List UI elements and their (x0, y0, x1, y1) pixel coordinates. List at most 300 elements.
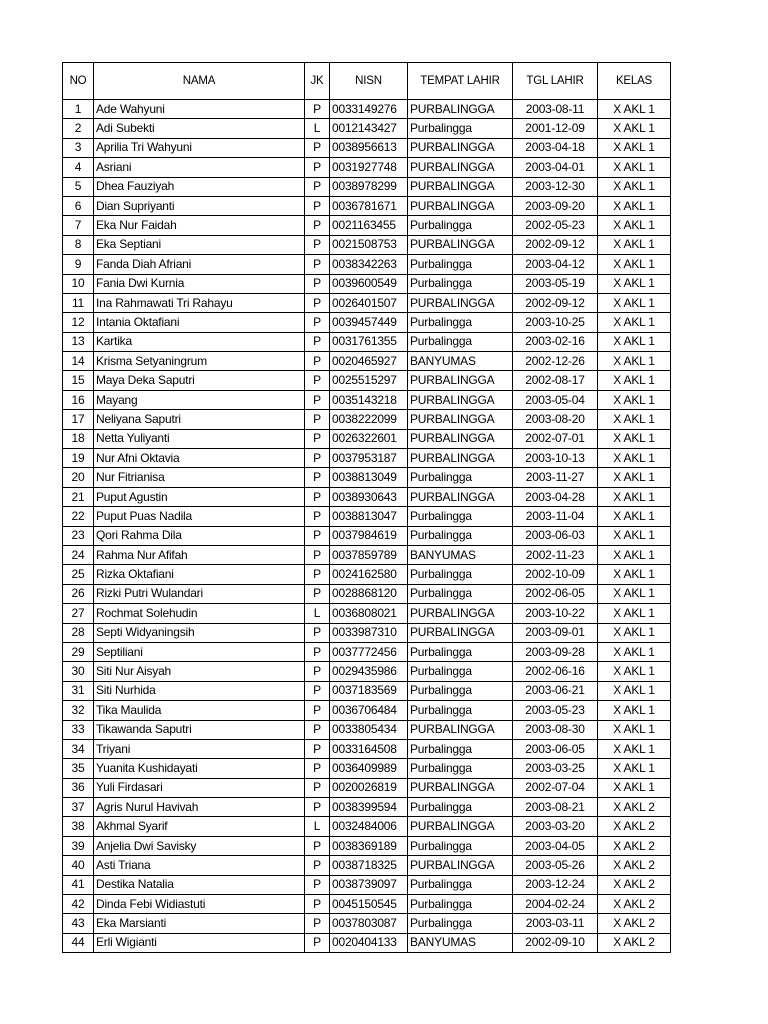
table-row (63, 739, 671, 758)
cell-kelas: X AKL 1 (598, 526, 671, 545)
table-row (63, 507, 671, 526)
cell-tgl-lahir: 2003-09-28 (513, 642, 598, 661)
cell-nisn: 0038956613 (330, 138, 408, 157)
cell-jk: P (305, 177, 330, 196)
cell-tempat-lahir: PURBALINGGA (408, 100, 513, 119)
cell-tempat-lahir: PURBALINGGA (408, 235, 513, 254)
cell-tempat-lahir: Purbalingga (408, 468, 513, 487)
cell-nisn: 0037772456 (330, 642, 408, 661)
cell-no: 43 (63, 914, 94, 933)
cell-no: 26 (63, 584, 94, 603)
cell-tgl-lahir: 2002-07-04 (513, 778, 598, 797)
cell-tempat-lahir: BANYUMAS (408, 352, 513, 371)
cell-jk: P (305, 274, 330, 293)
cell-nama: Adi Subekti (94, 119, 305, 138)
table-row (63, 584, 671, 603)
table-row (63, 216, 671, 235)
cell-tgl-lahir: 2004-02-24 (513, 895, 598, 914)
cell-jk: P (305, 216, 330, 235)
cell-jk: P (305, 565, 330, 584)
cell-no: 16 (63, 390, 94, 409)
table-row (63, 352, 671, 371)
cell-no: 8 (63, 235, 94, 254)
cell-tgl-lahir: 2003-06-03 (513, 526, 598, 545)
table-row (63, 798, 671, 817)
cell-nisn: 0037183569 (330, 681, 408, 700)
cell-kelas: X AKL 1 (598, 739, 671, 758)
cell-nisn: 0038739097 (330, 875, 408, 894)
header-row (63, 63, 671, 100)
cell-no: 35 (63, 759, 94, 778)
table-row (63, 681, 671, 700)
table-row (63, 817, 671, 836)
cell-tgl-lahir: 2003-10-22 (513, 604, 598, 623)
cell-nama: Aprilia Tri Wahyuni (94, 138, 305, 157)
cell-nama: Siti Nurhida (94, 681, 305, 700)
header-nisn: NISN (330, 63, 408, 100)
cell-nisn: 0031761355 (330, 332, 408, 351)
cell-tgl-lahir: 2003-12-24 (513, 875, 598, 894)
cell-nisn: 0021163455 (330, 216, 408, 235)
cell-kelas: X AKL 1 (598, 565, 671, 584)
cell-nama: Triyani (94, 739, 305, 758)
cell-nisn: 0036808021 (330, 604, 408, 623)
cell-jk: P (305, 701, 330, 720)
table-row (63, 565, 671, 584)
table-row (63, 720, 671, 739)
cell-tempat-lahir: PURBALINGGA (408, 856, 513, 875)
cell-jk: L (305, 119, 330, 138)
table-body (63, 100, 671, 953)
table-row (63, 701, 671, 720)
table-row (63, 235, 671, 254)
cell-nama: Rahma Nur Afifah (94, 545, 305, 564)
cell-nisn: 0045150545 (330, 895, 408, 914)
cell-jk: P (305, 875, 330, 894)
cell-no: 2 (63, 119, 94, 138)
cell-no: 14 (63, 352, 94, 371)
cell-jk: P (305, 390, 330, 409)
cell-nama: Maya Deka Saputri (94, 371, 305, 390)
cell-tempat-lahir: Purbalingga (408, 255, 513, 274)
table-row (63, 255, 671, 274)
cell-nisn: 0038369189 (330, 836, 408, 855)
cell-tempat-lahir: Purbalingga (408, 739, 513, 758)
cell-no: 5 (63, 177, 94, 196)
cell-nisn: 0037953187 (330, 449, 408, 468)
table-row (63, 914, 671, 933)
cell-jk: P (305, 662, 330, 681)
cell-no: 21 (63, 487, 94, 506)
header-jk: JK (305, 63, 330, 100)
cell-kelas: X AKL 1 (598, 100, 671, 119)
cell-tgl-lahir: 2002-06-05 (513, 584, 598, 603)
cell-no: 40 (63, 856, 94, 875)
cell-no: 33 (63, 720, 94, 739)
cell-jk: P (305, 332, 330, 351)
cell-nama: Fanda Diah Afriani (94, 255, 305, 274)
cell-tempat-lahir: Purbalingga (408, 565, 513, 584)
cell-no: 3 (63, 138, 94, 157)
table-row (63, 274, 671, 293)
cell-tempat-lahir: Purbalingga (408, 681, 513, 700)
table-row (63, 604, 671, 623)
cell-nisn: 0020404133 (330, 933, 408, 952)
cell-tgl-lahir: 2003-06-05 (513, 739, 598, 758)
table-row (63, 759, 671, 778)
cell-tgl-lahir: 2002-08-17 (513, 371, 598, 390)
cell-jk: P (305, 468, 330, 487)
cell-kelas: X AKL 1 (598, 371, 671, 390)
header-no: NO (63, 63, 94, 100)
table-row (63, 856, 671, 875)
cell-kelas: X AKL 1 (598, 759, 671, 778)
cell-kelas: X AKL 1 (598, 352, 671, 371)
cell-nisn: 0038399594 (330, 798, 408, 817)
cell-jk: P (305, 138, 330, 157)
cell-nama: Dian Supriyanti (94, 196, 305, 215)
cell-tgl-lahir: 2002-11-23 (513, 545, 598, 564)
cell-jk: P (305, 158, 330, 177)
cell-jk: P (305, 681, 330, 700)
cell-no: 11 (63, 293, 94, 312)
cell-tempat-lahir: PURBALINGGA (408, 817, 513, 836)
cell-tgl-lahir: 2003-04-01 (513, 158, 598, 177)
cell-tempat-lahir: PURBALINGGA (408, 720, 513, 739)
cell-tempat-lahir: PURBALINGGA (408, 371, 513, 390)
cell-nisn: 0020465927 (330, 352, 408, 371)
cell-kelas: X AKL 2 (598, 798, 671, 817)
cell-nama: Ade Wahyuni (94, 100, 305, 119)
table-row (63, 468, 671, 487)
cell-kelas: X AKL 1 (598, 507, 671, 526)
cell-kelas: X AKL 1 (598, 196, 671, 215)
cell-tgl-lahir: 2003-04-28 (513, 487, 598, 506)
cell-tgl-lahir: 2002-09-10 (513, 933, 598, 952)
cell-tgl-lahir: 2003-05-26 (513, 856, 598, 875)
cell-no: 27 (63, 604, 94, 623)
cell-tempat-lahir: Purbalingga (408, 313, 513, 332)
cell-tempat-lahir: Purbalingga (408, 798, 513, 817)
cell-jk: P (305, 352, 330, 371)
cell-kelas: X AKL 1 (598, 293, 671, 312)
cell-kelas: X AKL 1 (598, 720, 671, 739)
cell-jk: P (305, 759, 330, 778)
cell-tgl-lahir: 2003-12-30 (513, 177, 598, 196)
cell-kelas: X AKL 1 (598, 604, 671, 623)
cell-nisn: 0029435986 (330, 662, 408, 681)
cell-nama: Asriani (94, 158, 305, 177)
cell-nama: Intania Oktafiani (94, 313, 305, 332)
cell-tgl-lahir: 2003-05-19 (513, 274, 598, 293)
cell-no: 28 (63, 623, 94, 642)
cell-kelas: X AKL 1 (598, 662, 671, 681)
cell-jk: P (305, 100, 330, 119)
cell-no: 41 (63, 875, 94, 894)
cell-kelas: X AKL 1 (598, 313, 671, 332)
cell-tempat-lahir: Purbalingga (408, 216, 513, 235)
cell-no: 10 (63, 274, 94, 293)
cell-nisn: 0039457449 (330, 313, 408, 332)
cell-no: 37 (63, 798, 94, 817)
cell-tempat-lahir: PURBALINGGA (408, 449, 513, 468)
cell-no: 38 (63, 817, 94, 836)
cell-tgl-lahir: 2003-04-05 (513, 836, 598, 855)
table-row (63, 662, 671, 681)
cell-jk: P (305, 836, 330, 855)
table-row (63, 313, 671, 332)
cell-no: 30 (63, 662, 94, 681)
cell-nama: Dhea Fauziyah (94, 177, 305, 196)
cell-jk: P (305, 429, 330, 448)
cell-nama: Krisma Setyaningrum (94, 352, 305, 371)
cell-nama: Akhmal Syarif (94, 817, 305, 836)
cell-no: 42 (63, 895, 94, 914)
header-tempat-lahir: TEMPAT LAHIR (408, 63, 513, 100)
cell-nisn: 0025515297 (330, 371, 408, 390)
cell-jk: P (305, 526, 330, 545)
cell-tempat-lahir: BANYUMAS (408, 933, 513, 952)
cell-nama: Ina Rahmawati Tri Rahayu (94, 293, 305, 312)
cell-nisn: 0032484006 (330, 817, 408, 836)
cell-nisn: 0039600549 (330, 274, 408, 293)
cell-tempat-lahir: PURBALINGGA (408, 138, 513, 157)
cell-nama: Nur Afni Oktavia (94, 449, 305, 468)
cell-nama: Septi Widyaningsih (94, 623, 305, 642)
cell-no: 34 (63, 739, 94, 758)
cell-nama: Nur Fitrianisa (94, 468, 305, 487)
cell-nisn: 0033987310 (330, 623, 408, 642)
cell-jk: P (305, 739, 330, 758)
cell-tgl-lahir: 2003-04-18 (513, 138, 598, 157)
header-nama: NAMA (94, 63, 305, 100)
cell-tempat-lahir: PURBALINGGA (408, 604, 513, 623)
cell-kelas: X AKL 2 (598, 875, 671, 894)
cell-nisn: 0031927748 (330, 158, 408, 177)
cell-tgl-lahir: 2002-06-16 (513, 662, 598, 681)
cell-jk: P (305, 196, 330, 215)
cell-kelas: X AKL 1 (598, 235, 671, 254)
cell-kelas: X AKL 1 (598, 487, 671, 506)
table-row (63, 177, 671, 196)
cell-nisn: 0037859789 (330, 545, 408, 564)
cell-nama: Yuli Firdasari (94, 778, 305, 797)
cell-kelas: X AKL 1 (598, 274, 671, 293)
table-row (63, 526, 671, 545)
cell-nama: Puput Puas Nadila (94, 507, 305, 526)
cell-kelas: X AKL 1 (598, 255, 671, 274)
cell-tgl-lahir: 2003-05-04 (513, 390, 598, 409)
cell-nisn: 0036409989 (330, 759, 408, 778)
cell-tempat-lahir: Purbalingga (408, 895, 513, 914)
cell-nisn: 0038342263 (330, 255, 408, 274)
cell-kelas: X AKL 1 (598, 390, 671, 409)
cell-nama: Erli Wigianti (94, 933, 305, 952)
cell-no: 15 (63, 371, 94, 390)
cell-nisn: 0037984619 (330, 526, 408, 545)
cell-nama: Neliyana Saputri (94, 410, 305, 429)
cell-nisn: 0038813049 (330, 468, 408, 487)
cell-jk: P (305, 487, 330, 506)
cell-no: 20 (63, 468, 94, 487)
cell-no: 44 (63, 933, 94, 952)
cell-nama: Eka Marsianti (94, 914, 305, 933)
cell-nisn: 0026401507 (330, 293, 408, 312)
cell-nisn: 0037803087 (330, 914, 408, 933)
table-row (63, 429, 671, 448)
cell-jk: P (305, 895, 330, 914)
cell-kelas: X AKL 1 (598, 119, 671, 138)
cell-nama: Qori Rahma Dila (94, 526, 305, 545)
cell-no: 13 (63, 332, 94, 351)
cell-jk: P (305, 313, 330, 332)
cell-nisn: 0038813047 (330, 507, 408, 526)
cell-no: 24 (63, 545, 94, 564)
cell-nama: Siti Nur Aisyah (94, 662, 305, 681)
table-row (63, 158, 671, 177)
cell-nisn: 0038718325 (330, 856, 408, 875)
cell-tgl-lahir: 2003-03-11 (513, 914, 598, 933)
cell-jk: P (305, 623, 330, 642)
table-row (63, 545, 671, 564)
table-row (63, 449, 671, 468)
cell-no: 6 (63, 196, 94, 215)
cell-nama: Puput Agustin (94, 487, 305, 506)
cell-tgl-lahir: 2003-11-27 (513, 468, 598, 487)
cell-tempat-lahir: PURBALINGGA (408, 158, 513, 177)
cell-tgl-lahir: 2003-10-13 (513, 449, 598, 468)
table-row (63, 371, 671, 390)
cell-nama: Kartika (94, 332, 305, 351)
cell-tempat-lahir: Purbalingga (408, 662, 513, 681)
cell-nisn: 0033805434 (330, 720, 408, 739)
cell-no: 31 (63, 681, 94, 700)
cell-nisn: 0033149276 (330, 100, 408, 119)
cell-kelas: X AKL 1 (598, 642, 671, 661)
cell-tgl-lahir: 2003-04-12 (513, 255, 598, 274)
cell-no: 29 (63, 642, 94, 661)
cell-tempat-lahir: BANYUMAS (408, 545, 513, 564)
table-row (63, 933, 671, 952)
cell-nisn: 0035143218 (330, 390, 408, 409)
cell-kelas: X AKL 1 (598, 158, 671, 177)
cell-kelas: X AKL 1 (598, 449, 671, 468)
cell-nama: Rizka Oktafiani (94, 565, 305, 584)
cell-jk: P (305, 914, 330, 933)
cell-jk: P (305, 778, 330, 797)
header-kelas: KELAS (598, 63, 671, 100)
cell-tempat-lahir: PURBALINGGA (408, 429, 513, 448)
cell-nisn: 0038930643 (330, 487, 408, 506)
table-row (63, 778, 671, 797)
header-tgl-lahir: TGL LAHIR (513, 63, 598, 100)
cell-no: 22 (63, 507, 94, 526)
cell-jk: L (305, 604, 330, 623)
cell-tempat-lahir: PURBALINGGA (408, 778, 513, 797)
cell-nisn: 0033164508 (330, 739, 408, 758)
table-row (63, 836, 671, 855)
cell-tempat-lahir: PURBALINGGA (408, 196, 513, 215)
cell-nisn: 0021508753 (330, 235, 408, 254)
cell-tempat-lahir: Purbalingga (408, 836, 513, 855)
cell-nama: Dinda Febi Widiastuti (94, 895, 305, 914)
cell-no: 25 (63, 565, 94, 584)
cell-nama: Tika Maulida (94, 701, 305, 720)
cell-nama: Rochmat Solehudin (94, 604, 305, 623)
cell-nama: Tikawanda Saputri (94, 720, 305, 739)
cell-kelas: X AKL 1 (598, 138, 671, 157)
cell-kelas: X AKL 1 (598, 216, 671, 235)
cell-no: 9 (63, 255, 94, 274)
cell-kelas: X AKL 1 (598, 778, 671, 797)
cell-tgl-lahir: 2003-05-23 (513, 701, 598, 720)
cell-tgl-lahir: 2002-09-12 (513, 293, 598, 312)
cell-tgl-lahir: 2003-06-21 (513, 681, 598, 700)
table-row (63, 332, 671, 351)
table-header (63, 63, 671, 100)
table-row (63, 487, 671, 506)
cell-tgl-lahir: 2003-08-21 (513, 798, 598, 817)
cell-tgl-lahir: 2003-08-11 (513, 100, 598, 119)
cell-kelas: X AKL 2 (598, 914, 671, 933)
cell-kelas: X AKL 2 (598, 933, 671, 952)
cell-jk: P (305, 798, 330, 817)
cell-no: 32 (63, 701, 94, 720)
cell-nama: Agris Nurul Havivah (94, 798, 305, 817)
cell-tempat-lahir: Purbalingga (408, 875, 513, 894)
cell-nama: Netta Yuliyanti (94, 429, 305, 448)
cell-nisn: 0012143427 (330, 119, 408, 138)
cell-no: 18 (63, 429, 94, 448)
table-row (63, 119, 671, 138)
cell-kelas: X AKL 1 (598, 584, 671, 603)
cell-tempat-lahir: Purbalingga (408, 759, 513, 778)
cell-tgl-lahir: 2002-09-12 (513, 235, 598, 254)
cell-jk: P (305, 371, 330, 390)
cell-kelas: X AKL 1 (598, 468, 671, 487)
cell-tempat-lahir: Purbalingga (408, 642, 513, 661)
cell-nisn: 0026322601 (330, 429, 408, 448)
cell-nama: Anjelia Dwi Savisky (94, 836, 305, 855)
cell-tempat-lahir: PURBALINGGA (408, 623, 513, 642)
table-row (63, 196, 671, 215)
cell-no: 36 (63, 778, 94, 797)
cell-tempat-lahir: Purbalingga (408, 274, 513, 293)
cell-tgl-lahir: 2003-10-25 (513, 313, 598, 332)
table-row (63, 623, 671, 642)
cell-tempat-lahir: PURBALINGGA (408, 487, 513, 506)
cell-nama: Rizki Putri Wulandari (94, 584, 305, 603)
cell-kelas: X AKL 1 (598, 177, 671, 196)
cell-tgl-lahir: 2003-08-20 (513, 410, 598, 429)
cell-nisn: 0038222099 (330, 410, 408, 429)
cell-tempat-lahir: PURBALINGGA (408, 177, 513, 196)
cell-nisn: 0036706484 (330, 701, 408, 720)
cell-kelas: X AKL 1 (598, 545, 671, 564)
table-row (63, 895, 671, 914)
cell-tempat-lahir: Purbalingga (408, 119, 513, 138)
cell-tgl-lahir: 2001-12-09 (513, 119, 598, 138)
cell-jk: P (305, 856, 330, 875)
cell-no: 19 (63, 449, 94, 468)
cell-tempat-lahir: Purbalingga (408, 332, 513, 351)
cell-kelas: X AKL 1 (598, 623, 671, 642)
cell-nama: Eka Nur Faidah (94, 216, 305, 235)
cell-tgl-lahir: 2003-03-20 (513, 817, 598, 836)
cell-kelas: X AKL 1 (598, 429, 671, 448)
cell-jk: P (305, 507, 330, 526)
cell-tempat-lahir: Purbalingga (408, 507, 513, 526)
